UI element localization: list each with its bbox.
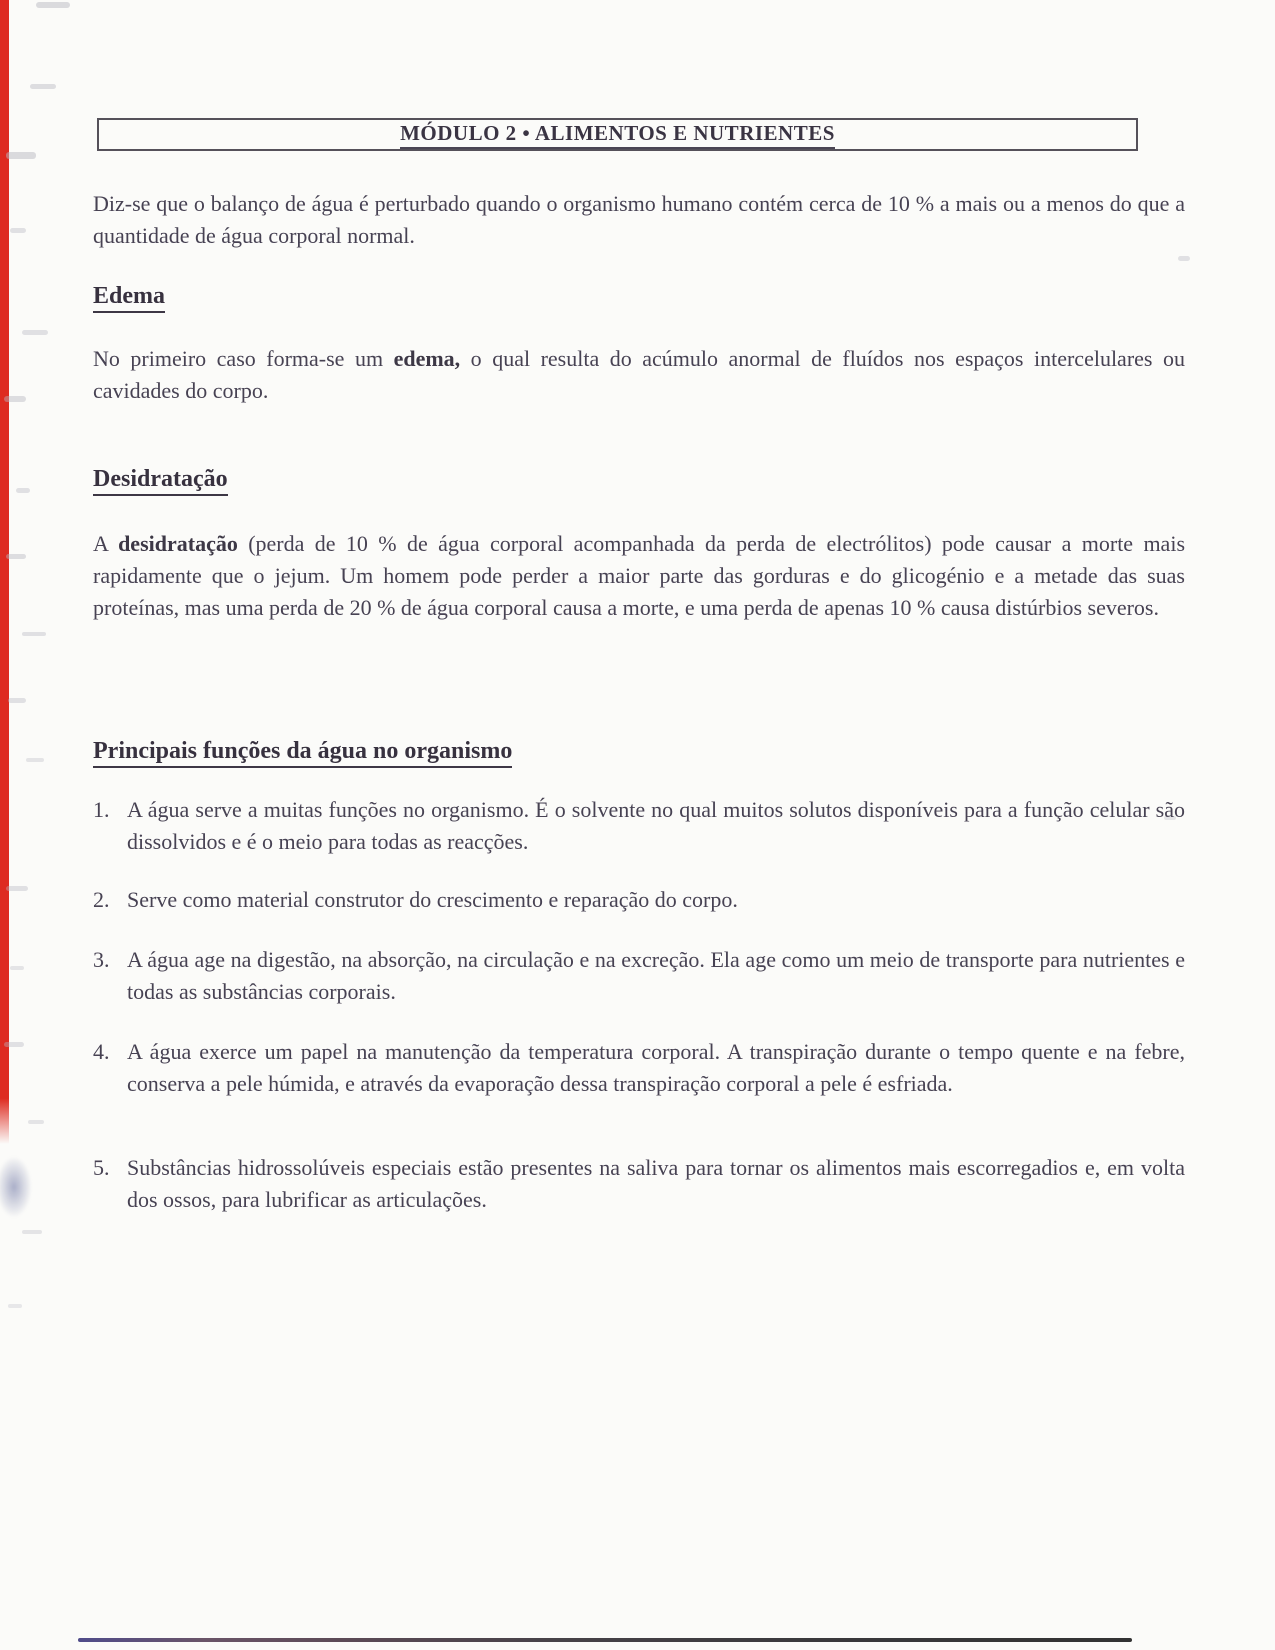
module-header-box	[97, 118, 1138, 151]
scan-artifact	[16, 488, 30, 493]
dehydration-bold-term: desidratação	[118, 531, 238, 556]
edema-heading-text: Edema	[93, 283, 165, 313]
ink-smudge	[0, 1156, 32, 1218]
functions-heading-text: Principais funções da água no organismo	[93, 738, 512, 768]
edema-heading	[93, 281, 1185, 311]
edema-paragraph-suffix: o qual resulta do acúmulo anormal de fluídos nos espaços intercelulares ou cavidades do corpo.	[93, 346, 1185, 403]
scan-artifact	[22, 632, 46, 636]
dehydration-paragraph-suffix: (perda de 10 % de água corporal acompanhada da perda de electrólitos) pode causar a morte mais rapidamente que o jejum. Um homem pode perder a maior parte das gorduras e do glicogénio e a metade das suas proteínas, mas uma perda de 20 % de água corporal causa a morte, e uma perda de apenas 10 % causa distúrbios severos.	[93, 531, 1186, 620]
dehydration-heading-text: Desidratação	[93, 466, 228, 496]
scan-artifact	[6, 152, 36, 159]
scan-artifact	[8, 1304, 22, 1308]
list-item-number: 1.	[93, 797, 110, 822]
scan-artifact	[10, 966, 24, 970]
scan-artifact	[26, 758, 44, 762]
list-item	[93, 794, 1185, 858]
edema-paragraph-prefix: No primeiro caso forma-se um	[93, 346, 394, 371]
list-item-text: Serve como material construtor do crescimento e reparação do corpo.	[127, 887, 738, 912]
list-item	[93, 1036, 1185, 1100]
scan-artifact	[8, 698, 26, 703]
edema-paragraph	[93, 343, 1185, 407]
edema-bold-term: edema,	[393, 346, 461, 371]
intro-paragraph: Diz-se que o balanço de água é perturbado quando o organismo humano contém cerca de 10 % a mais ou a menos do que a quantidade de água corporal normal.	[93, 191, 1185, 248]
scan-edge-stripe	[0, 0, 9, 1144]
dehydration-paragraph-prefix: A	[93, 531, 119, 556]
list-item-text: Substâncias hidrossolúveis especiais estão presentes na saliva para tornar os alimentos mais escorregadios e, em volta dos ossos, para lubrificar as articulações.	[127, 1155, 1185, 1212]
list-item-number: 5.	[93, 1155, 110, 1180]
list-item	[93, 1152, 1185, 1216]
list-item-number: 3.	[93, 947, 110, 972]
module-header-title: MÓDULO 2 • ALIMENTOS E NUTRIENTES	[400, 121, 835, 149]
list-item-text: A água age na digestão, na absorção, na circulação e na excreção. Ela age como um meio de transporte para nutrientes e todas as substâncias corporais.	[127, 947, 1185, 1004]
functions-heading	[93, 736, 1185, 766]
scan-artifact	[22, 1230, 42, 1234]
scan-artifact	[22, 330, 48, 335]
scan-artifact	[4, 1042, 24, 1047]
scan-artifact	[28, 1120, 44, 1124]
list-item-number: 4.	[93, 1039, 110, 1064]
footer-rule	[78, 1638, 1132, 1642]
scan-artifact	[36, 2, 70, 8]
list-item	[93, 944, 1185, 1008]
scan-artifact	[6, 886, 28, 891]
list-item-text: A água serve a muitas funções no organismo. É o solvente no qual muitos solutos disponíveis para a função celular são dissolvidos e é o meio para todas as reacções.	[127, 797, 1185, 854]
scan-artifact	[6, 554, 26, 559]
list-item-number: 2.	[93, 887, 110, 912]
list-item	[93, 884, 1185, 916]
scan-artifact	[4, 396, 26, 402]
scan-artifact	[10, 228, 26, 233]
scan-artifact	[30, 84, 56, 89]
dehydration-heading	[93, 464, 1185, 494]
list-item-text: A água exerce um papel na manutenção da temperatura corporal. A transpiração durante o tempo quente e na febre, conserva a pele húmida, e através da evaporação dessa transpiração corporal a pele é esfriada.	[127, 1039, 1185, 1096]
scan-artifact	[1178, 256, 1190, 261]
dehydration-paragraph	[93, 528, 1185, 624]
